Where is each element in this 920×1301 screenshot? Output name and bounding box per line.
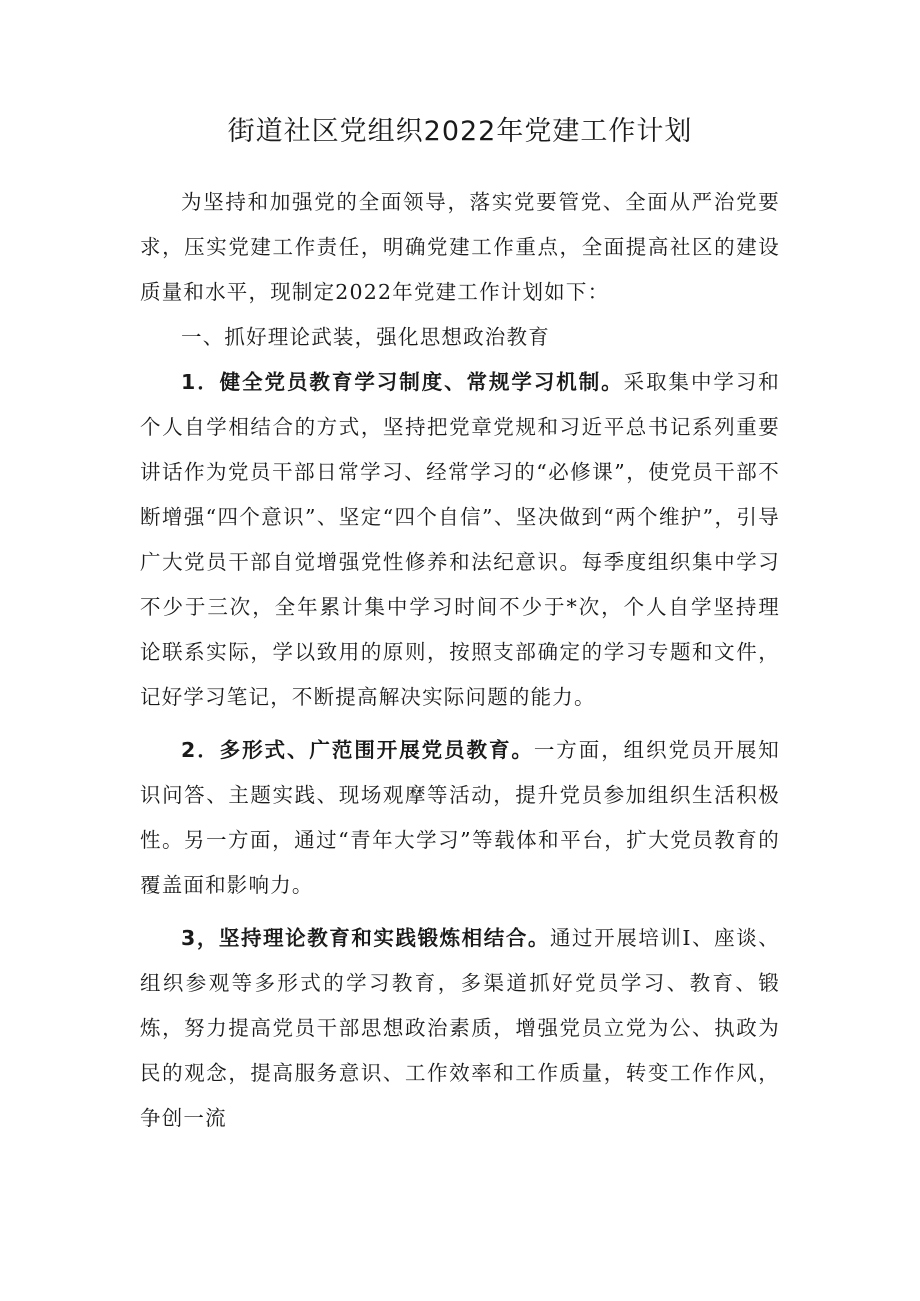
item-text: 一方面，组织党员开展知识问答、主题实践、现场观摩等活动，提升党员参加组织生活积极性。另一方面，通过“青年大学习”等载体和平台，扩大党员教育的覆盖面和影响力。	[140, 738, 780, 897]
item-paragraph	[140, 728, 780, 908]
item-paragraph	[140, 360, 780, 720]
document-body	[140, 180, 780, 1141]
section-heading: 一、抓好理论武装，强化思想政治教育	[181, 325, 550, 349]
intro-paragraph: 为坚持和加强党的全面领导，落实党要管党、全面从严治党要求，压实党建工作责任，明确党建工作重点，全面提高社区的建设质量和水平，现制定2022年党建工作计划如下：	[140, 190, 780, 304]
item-number: 2．	[181, 738, 220, 762]
item-text: 采取集中学习和个人自学相结合的方式，坚持把党章党规和习近平总书记系列重要讲话作为党员干部日常学习、经常学习的“必修课”，使党员干部不断增强“四个意识”、坚定“四个自信”、坚决做到“两个维护”，引导广大党员干部自觉增强党性修养和法纪意识。每季度组织集中学习不少于三次，全年累计集中学习时间不少于*次，个人自学坚持理论联系实际，学以致用的原则，按照支部确定的学习专题和文件，记好学习笔记，不断提高解决实际问题的能力。	[140, 370, 780, 709]
item-number: 1．	[181, 370, 220, 394]
item-heading: 坚持理论教育和实践锻炼相结合。	[218, 926, 550, 950]
item-heading: 多形式、广范围开展党员教育。	[219, 738, 534, 762]
item-paragraph	[140, 916, 780, 1141]
item-heading: 健全党员教育学习制度、常规学习机制。	[219, 370, 624, 394]
item-text: 通过开展培训Ⅰ、座谈、组织参观等多形式的学习教育，多渠道抓好党员学习、教育、锻炼，努力提高党员干部思想政治素质，增强党员立党为公、执政为民的观念，提高服务意识、工作效率和工作质量，转变工作作风，争创一流	[140, 926, 780, 1130]
item-number: 3，	[181, 926, 219, 950]
document-title: 街道社区党组织2022年党建工作计划	[227, 116, 693, 147]
